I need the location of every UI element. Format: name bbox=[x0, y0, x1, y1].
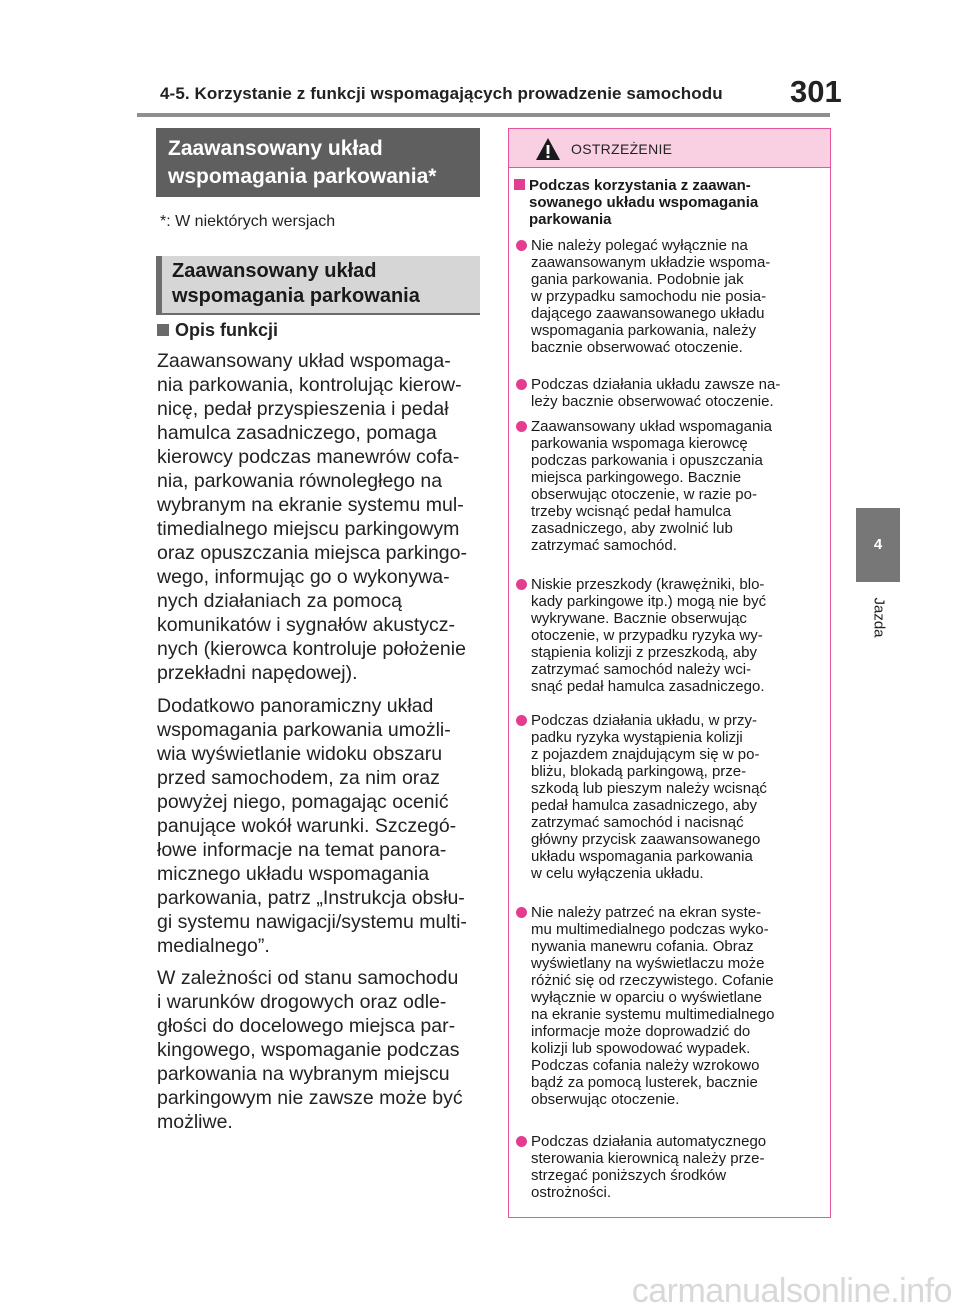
warning-bullet bbox=[514, 418, 830, 554]
warning-bullet bbox=[514, 1133, 830, 1201]
paragraph-line: parkowania na wybranym miejscu bbox=[157, 1063, 450, 1085]
paragraph-line: panujące wokół warunki. Szczegó- bbox=[157, 815, 457, 837]
warning-bullet-text bbox=[531, 1133, 830, 1201]
pink-square-icon bbox=[514, 179, 525, 190]
paragraph-line: łowe informacje na temat panora- bbox=[157, 839, 447, 861]
warning-bullet-line: informacje może doprowadzić do bbox=[531, 1023, 751, 1040]
paragraph-line: kierowcy podczas manewrów cofa- bbox=[157, 446, 460, 468]
warning-bullet-line: stąpienia kolizji z przeszkodą, aby bbox=[531, 644, 757, 661]
section-heading-text: Opis funkcji bbox=[175, 320, 279, 340]
warning-bullet-line: obserwując otoczenie. bbox=[531, 1091, 680, 1108]
square-bullet-icon bbox=[157, 324, 169, 336]
body-paragraph bbox=[157, 694, 479, 958]
paragraph-line: wspomagania parkowania umożli- bbox=[157, 719, 451, 741]
warning-bullet-line: z pojazdem znajdującym się w po- bbox=[531, 746, 760, 763]
warning-bullet-line: wyświetlany na wyświetlaczu może bbox=[531, 955, 765, 972]
paragraph-line: medialnego”. bbox=[157, 935, 270, 957]
warning-bullet-line: mu multimedialnego podczas wyko- bbox=[531, 921, 769, 938]
warning-bullet-line: zaawansowanym układzie wspoma- bbox=[531, 254, 771, 271]
warning-bullet-line: gania parkowania. Podobnie jak bbox=[531, 271, 744, 288]
paragraph-line: timedialnego miejscu parkingowym bbox=[157, 518, 460, 540]
subtitle-line: wspomagania parkowania bbox=[172, 285, 420, 307]
warning-bullet-line: szkodą lub pieszym należy wcisnąć bbox=[531, 780, 767, 797]
warning-bullet-line: podczas parkowania i opuszczania bbox=[531, 452, 763, 469]
paragraph-line: nych działaniach za pomocą bbox=[157, 590, 402, 612]
paragraph-line: parkingowym nie zawsze może być bbox=[157, 1087, 463, 1109]
warning-bullet-line: Podczas działania układu zawsze na- bbox=[531, 376, 781, 393]
warning-bullet-line: Podczas działania automatycznego bbox=[531, 1133, 767, 1150]
paragraph-line: powyżej niego, pomagając ocenić bbox=[157, 791, 449, 813]
main-title bbox=[168, 135, 436, 191]
paragraph-line: nych (kierowca kontroluje położenie bbox=[157, 638, 466, 660]
warning-bullet-text bbox=[531, 576, 830, 695]
warning-bullet-line: bacznie obserwować otoczenie. bbox=[531, 339, 743, 356]
warning-bullet-line: nywania manewru cofania. Obraz bbox=[531, 938, 754, 955]
warning-bullet-line: różnić się od rzeczywistego. Cofanie bbox=[531, 972, 774, 989]
paragraph-line: Zaawansowany układ wspomaga- bbox=[157, 350, 451, 372]
subtitle bbox=[172, 259, 420, 309]
subtitle-line: Zaawansowany układ bbox=[172, 260, 377, 282]
warning-bullet-line: pedał hamulca zasadniczego, aby bbox=[531, 797, 757, 814]
pink-dot-icon bbox=[516, 379, 527, 390]
warning-subheading-line: sowanego układu wspomagania bbox=[529, 194, 759, 211]
paragraph-line: kingowego, wspomaganie podczas bbox=[157, 1039, 460, 1061]
warning-bullet-line: sterowania kierownicą należy prze- bbox=[531, 1150, 765, 1167]
warning-bullet-line: układu wspomagania parkowania bbox=[531, 848, 753, 865]
main-title-line: Zaawansowany układ bbox=[168, 137, 383, 160]
paragraph-line: hamulca zasadniczego, pomaga bbox=[157, 422, 437, 444]
body-paragraph bbox=[157, 349, 479, 685]
warning-bullet-line: na ekranie systemu multimedialnego bbox=[531, 1006, 775, 1023]
paragraph-line: wia wyświetlanie widoku obszaru bbox=[157, 743, 443, 765]
warning-bullet-line: parkowania wspomaga kierowcę bbox=[531, 435, 748, 452]
warning-bullet bbox=[514, 576, 830, 695]
warning-bullet-line: bądź za pomocą lusterek, bacznie bbox=[531, 1074, 758, 1091]
warning-subheading-line: parkowania bbox=[529, 211, 612, 228]
header-rule bbox=[137, 113, 830, 117]
paragraph-line: oraz opuszczania miejsca parkingo- bbox=[157, 542, 467, 564]
warning-subheading bbox=[514, 177, 826, 228]
paragraph-line: komunikatów i sygnałów akustycz- bbox=[157, 614, 456, 636]
warning-bullet-text bbox=[531, 376, 830, 410]
warning-bullet-line: bliżu, blokadą parkingową, prze- bbox=[531, 763, 747, 780]
page-number: 301 bbox=[790, 74, 842, 109]
chapter-label bbox=[866, 593, 890, 643]
warning-bullet-line: kolizji lub spowodować wypadek. bbox=[531, 1040, 751, 1057]
warning-bullet-line: otoczenie, w przypadku ryzyka wy- bbox=[531, 627, 763, 644]
chapter-tab[interactable] bbox=[856, 508, 900, 582]
warning-bullet-line: snąć pedał hamulca zasadniczego. bbox=[531, 678, 765, 695]
warning-bullet bbox=[514, 237, 830, 356]
warning-bullet bbox=[514, 904, 830, 1108]
paragraph-line: wybranym na ekranie systemu mul- bbox=[157, 494, 464, 516]
paragraph-line: nia, parkowania równoległego na bbox=[157, 470, 443, 492]
warning-bullet-line: Niskie przeszkody (krawężniki, blo- bbox=[531, 576, 765, 593]
warning-bullet-line: wyłącznie w oparciu o wyświetlane bbox=[531, 989, 762, 1006]
warning-bullet-line: w przypadku samochodu nie posia- bbox=[531, 288, 767, 305]
warning-bullet-text bbox=[531, 712, 830, 882]
warning-bullet-line: strzegać poniższych środków bbox=[531, 1167, 727, 1184]
pink-dot-icon bbox=[516, 421, 527, 432]
subtitle-box bbox=[156, 256, 480, 313]
warning-bullet-line: obserwując otoczenie, w razie po- bbox=[531, 486, 757, 503]
main-title-box bbox=[156, 128, 480, 197]
paragraph-line: nicę, pedał przyspieszenia i pedał bbox=[157, 398, 449, 420]
paragraph-line: micznego układu wspomagania bbox=[157, 863, 430, 885]
footnote: *: W niektórych wersjach bbox=[160, 213, 336, 230]
warning-bullet-line: padku ryzyka wystąpienia kolizji bbox=[531, 729, 743, 746]
warning-bullet-line: Nie należy polegać wyłącznie na bbox=[531, 237, 748, 254]
paragraph-line: możliwe. bbox=[157, 1111, 233, 1133]
paragraph-line: głości do docelowego miejsca par- bbox=[157, 1015, 456, 1037]
paragraph-line: W zależności od stanu samochodu bbox=[157, 967, 459, 989]
chapter-label-text: Jazda bbox=[870, 597, 888, 638]
warning-bullet-line: Podczas cofania należy wzrokowo bbox=[531, 1057, 760, 1074]
warning-bullet-line: leży bacznie obserwować otoczenie. bbox=[531, 393, 774, 410]
main-title-line: wspomagania parkowania* bbox=[168, 165, 437, 188]
warning-bullet-line: miejsca parkingowego. Bacznie bbox=[531, 469, 742, 486]
subtitle-rule bbox=[156, 313, 480, 315]
warning-title: OSTRZEŻENIE bbox=[571, 141, 673, 157]
pink-dot-icon bbox=[516, 1136, 527, 1147]
warning-bullet bbox=[514, 376, 830, 410]
pink-dot-icon bbox=[516, 579, 527, 590]
warning-bullet bbox=[514, 712, 830, 882]
warning-bullet-line: kady parkingowe itp.) mogą nie być bbox=[531, 593, 767, 610]
paragraph-line: Dodatkowo panoramiczny układ bbox=[157, 695, 434, 717]
warning-bullet-line: Zaawansowany układ wspomagania bbox=[531, 418, 772, 435]
warning-bullet-line: zasadniczego, aby zwolnić lub bbox=[531, 520, 733, 537]
pink-dot-icon bbox=[516, 240, 527, 251]
pink-dot-icon bbox=[516, 715, 527, 726]
paragraph-line: i warunków drogowych oraz odle- bbox=[157, 991, 447, 1013]
warning-bullet-line: wspomagania parkowania, należy bbox=[531, 322, 757, 339]
warning-subheading-line: Podczas korzystania z zaawan- bbox=[529, 177, 751, 194]
header-title: 4-5. Korzystanie z funkcji wspomagających prowadzenie samochodu bbox=[160, 84, 723, 103]
paragraph-line: nia parkowania, kontrolując kierow- bbox=[157, 374, 462, 396]
warning-bullet-line: zatrzymać samochód należy wci- bbox=[531, 661, 752, 678]
warning-bullet-line: w celu wyłączenia układu. bbox=[531, 865, 704, 882]
warning-bullet-line: główny przycisk zaawansowanego bbox=[531, 831, 761, 848]
warning-bullet-line: ostrożności. bbox=[531, 1184, 612, 1201]
watermark: carmanualsonline.info bbox=[631, 1272, 952, 1310]
warning-header bbox=[509, 129, 830, 168]
warning-bullet-line: dającego zaawansowanego układu bbox=[531, 305, 765, 322]
body-paragraph bbox=[157, 966, 479, 1134]
warning-bullet-line: zatrzymać samochód. bbox=[531, 537, 677, 554]
warning-bullet-line: trzeby wcisnąć pedał hamulca bbox=[531, 503, 732, 520]
warning-bullet-line: wykrywane. Bacznie obserwując bbox=[531, 610, 747, 627]
paragraph-line: przed samochodem, za nim oraz bbox=[157, 767, 440, 789]
warning-bullet-line: Nie należy patrzeć na ekran syste- bbox=[531, 904, 762, 921]
warning-bullet-text bbox=[531, 418, 830, 554]
paragraph-line: wego, informując go o wykonywa- bbox=[157, 566, 450, 588]
paragraph-line: parkowania, patrz „Instrukcja obsłu- bbox=[157, 887, 465, 909]
warning-bullet-text bbox=[531, 904, 830, 1108]
paragraph-line: gi systemu nawigacji/systemu multi- bbox=[157, 911, 467, 933]
warning-bullet-line: Podczas działania układu, w przy- bbox=[531, 712, 757, 729]
warning-bullet-line: zatrzymać samochód i nacisnąć bbox=[531, 814, 744, 831]
warning-triangle-icon bbox=[535, 136, 561, 162]
paragraph-line: przekładni napędowej). bbox=[157, 662, 358, 684]
warning-bullet-text bbox=[531, 237, 830, 356]
section-heading bbox=[157, 320, 278, 341]
pink-dot-icon bbox=[516, 907, 527, 918]
chapter-number: 4 bbox=[873, 536, 883, 553]
